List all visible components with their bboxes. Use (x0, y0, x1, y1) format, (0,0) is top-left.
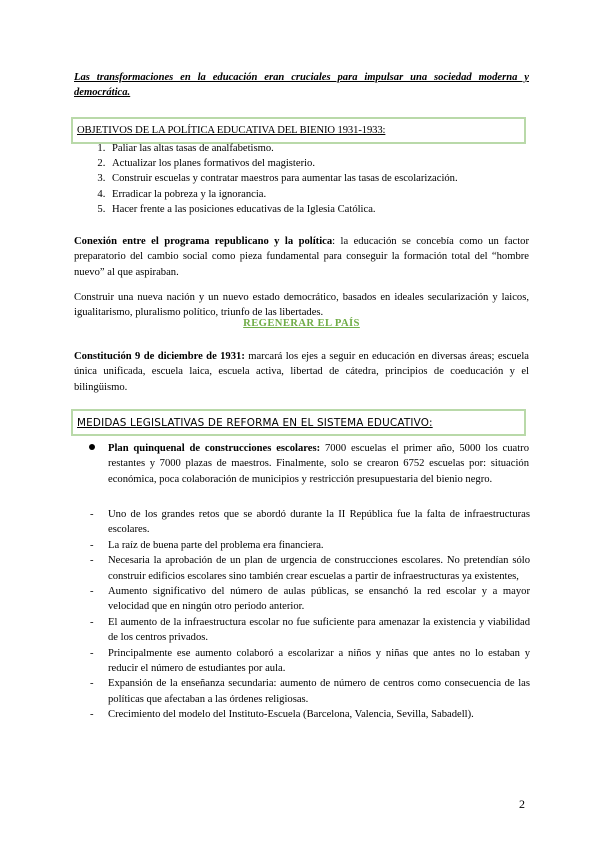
constitucion-label: Constitución 9 de diciembre de 1931: (74, 351, 245, 362)
page-number: 2 (519, 797, 525, 811)
regenerar-heading: REGENERAR EL PAÍS (243, 318, 360, 329)
medidas-heading: MEDIDAS LEGISLATIVAS DE REFORMA EN EL SISTEMA EDUCATIVO: (77, 416, 433, 429)
list-item: 2. Actualizar los planes formativos del magisterio. (108, 156, 548, 171)
list-item: - Principalmente ese aumento colaboró a escolarizar a niños y niñas que antes no lo estaban y reducir el número de estudiantes por aula. (90, 646, 530, 677)
list-item: 5. Hacer frente a las posiciones educativas de la Iglesia Católica. (108, 202, 548, 217)
objectives-heading-box (71, 117, 526, 144)
plan-text: 7000 escuelas el primer año, 5000 los cuatro restantes y 7000 plazas de maestros. Finalmente, solo se crearon 6752 escuelas por: situación económica, poca colaboración de municipios y restricción presupuestaria del bienio negro. (108, 443, 530, 485)
constitucion-paragraph (74, 349, 529, 395)
plan-paragraph (108, 441, 529, 487)
conexion-text: : la educación se concebía como un factor preparatorio del cambio social como pieza fundamental para conseguir la formación total del “hombre nuevo” al que aspiraban. (74, 236, 529, 278)
plan-label: Plan quinquenal de construcciones escolares: (108, 443, 321, 454)
list-item: 1. Paliar las altas tasas de analfabetismo. (108, 141, 548, 156)
objectives-heading: OBJETIVOS DE LA POLÍTICA EDUCATIVA DEL BIENIO 1931-1933: (77, 125, 386, 136)
objectives-list (74, 141, 548, 217)
list-item: 3. Construir escuelas y contratar maestros para aumentar las tasas de escolarización. (108, 171, 548, 186)
intro-heading: Las transformaciones en la educación eran cruciales para impulsar una sociedad moderna y democrática. (74, 72, 529, 99)
medidas-heading-box (71, 409, 526, 436)
list-item: - Uno de los grandes retos que se abordó durante la II República fue la falta de infraestructuras escolares. (90, 507, 530, 538)
list-item: - Crecimiento del modelo del Instituto-Escuela (Barcelona, Valencia, Sevilla, Sabadell). (90, 707, 530, 722)
list-item: - Aumento significativo del número de aulas públicas, se ensanchó la red escolar y a mayor velocidad que en ningún otro periodo anterior. (90, 584, 530, 615)
construir-paragraph: Construir una nueva nación y un nuevo estado democrático, basados en ideales secularización y laicos, igualitarismo, pluralismo político, triunfo de las libertades. (74, 292, 529, 319)
list-item: - Expansión de la enseñanza secundaria: aumento de número de centros como consecuencia de las políticas que afectaban a las órdenes religiosas. (90, 676, 530, 707)
list-item: 4. Erradicar la pobreza y la ignorancia. (108, 187, 548, 202)
list-item: - La raíz de buena parte del problema era financiera. (90, 538, 530, 553)
constitucion-text: marcará los ejes a seguir en educación en diversas áreas; escuela única unificada, escuela laica, escuela activa, libertad de cátedra, principios de coeducación y el bilingüismo. (74, 351, 529, 393)
bullet-icon (89, 444, 95, 450)
reform-list (90, 507, 530, 723)
conexion-paragraph (74, 234, 529, 280)
list-item: - El aumento de la infraestructura escolar no fue suficiente para amenazar la existencia y viabilidad de los centros privados. (90, 615, 530, 646)
conexion-label: Conexión entre el programa republicano y la política (74, 236, 333, 247)
list-item: - Necesaria la aprobación de un plan de urgencia de construcciones escolares. No pretendían sólo construir edificios escolares sino también crear escuelas a partir de infraestructuras ya existentes, (90, 553, 530, 584)
